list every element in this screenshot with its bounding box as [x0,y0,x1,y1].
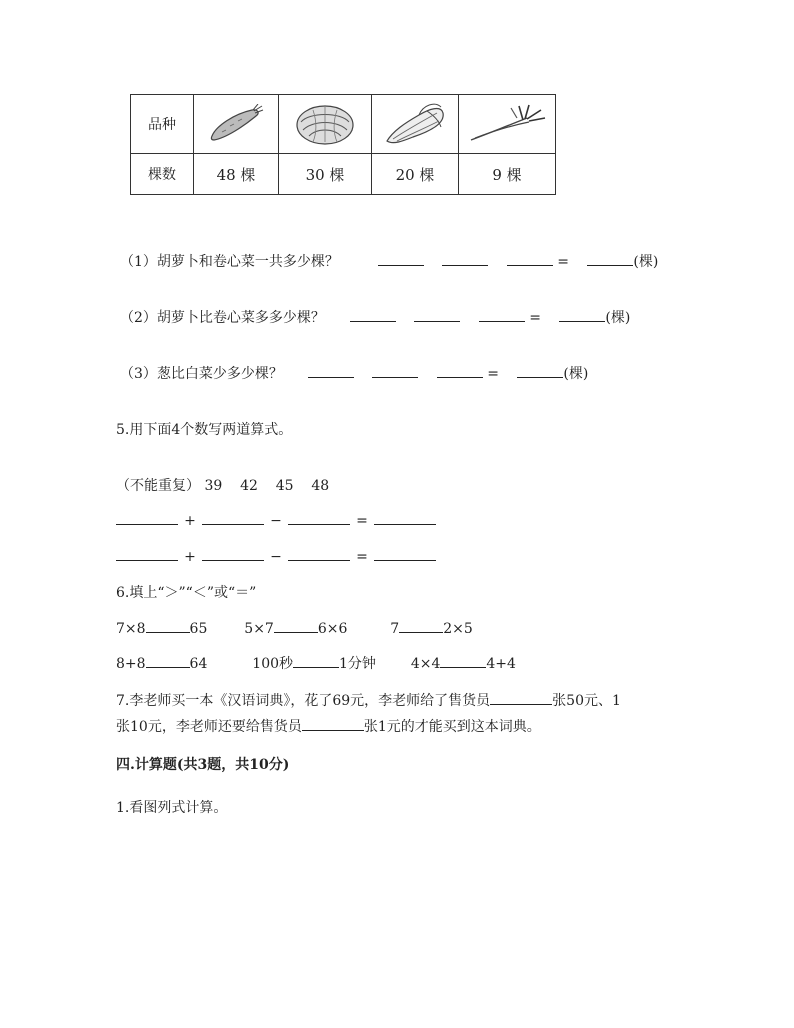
scallion-icon [467,104,547,144]
answer-blank[interactable] [442,251,488,266]
question-7-line-1: 7.李老师买一本《汉语词典》，花了69元，李老师给了售货员 张50元、1 [116,690,621,710]
answer-blank[interactable] [378,251,424,266]
answer-blank[interactable] [559,307,605,322]
answer-blank[interactable] [146,618,190,633]
answer-blank[interactable] [374,510,436,525]
answer-blank[interactable] [288,510,350,525]
answer-blank[interactable] [517,363,563,378]
cabbage-icon [293,102,357,146]
answer-blank[interactable] [490,690,552,705]
table-row [131,154,556,195]
answer-blank[interactable] [372,363,418,378]
equation-row: + − = [116,546,436,565]
section-4-question-1: 1.看图列式计算。 [116,800,228,816]
question-4-3: （3）葱比白菜少多少棵？ = (棵) [120,363,588,383]
vegetable-table [130,94,556,195]
row-label-variety: 品种 [131,95,194,154]
answer-blank[interactable] [274,618,318,633]
answer-blank[interactable] [437,363,483,378]
answer-blank[interactable] [414,307,460,322]
answer-blank[interactable] [587,251,633,266]
question-6-title: 6.填上“＞”“＜”或“＝” [116,585,257,601]
answer-blank[interactable] [293,653,339,668]
count-cabbage: 30 棵 [279,154,372,195]
count-chinese-cabbage: 20 棵 [372,154,459,195]
question-4-1: （1）胡萝卜和卷心菜一共多少棵？ = (棵) [120,251,658,271]
answer-blank[interactable] [202,510,264,525]
table-row [131,95,556,154]
equation-row: + − = [116,510,436,529]
question-5-numbers: （不能重复） 39 42 45 48 [116,478,330,494]
answer-blank[interactable] [479,307,525,322]
compare-row: 7×8 65 5×7 6×6 7 2×5 [116,618,473,637]
question-5-title: 5.用下面4个数写两道算式。 [116,422,293,438]
count-carrot: 48 棵 [194,154,279,195]
answer-blank[interactable] [399,618,443,633]
answer-blank[interactable] [308,363,354,378]
answer-blank[interactable] [288,546,350,561]
answer-blank[interactable] [202,546,264,561]
answer-blank[interactable] [302,716,364,731]
answer-blank[interactable] [350,307,396,322]
answer-blank[interactable] [440,653,486,668]
question-4-2: （2）胡萝卜比卷心菜多多少棵？ = (棵) [120,307,630,327]
question-7-line-2: 张10元，李老师还要给售货员 张1元的才能买到这本词典。 [116,716,541,736]
answer-blank[interactable] [116,546,178,561]
answer-blank[interactable] [116,510,178,525]
answer-blank[interactable] [146,653,190,668]
count-scallion: 9 棵 [459,154,556,195]
answer-blank[interactable] [507,251,553,266]
chinese-cabbage-icon [383,101,447,147]
answer-blank[interactable] [374,546,436,561]
row-label-count: 棵数 [131,154,194,195]
carrot-icon [208,104,264,144]
compare-row: 8+8 64 100秒 1分钟 4×4 4+4 [116,653,516,673]
section-heading: 四.计算题(共3题，共10分) [116,757,290,773]
